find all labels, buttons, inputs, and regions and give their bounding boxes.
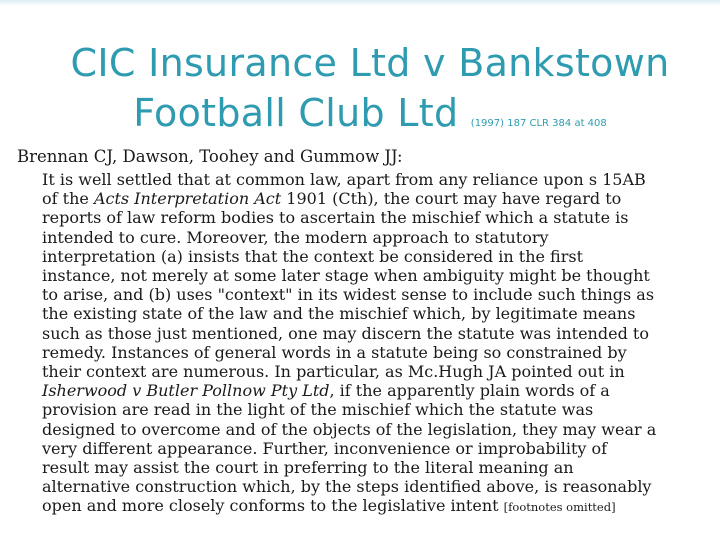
title-line-2 xyxy=(60,88,680,149)
quote-line xyxy=(42,496,702,517)
case-name: Isherwood v Butler Pollnow Pty Ltd xyxy=(42,381,330,401)
judges-heading: Brennan CJ, Dawson, Toohey and Gummow JJ: xyxy=(17,147,403,166)
quote-text: , if the apparently plain words of a xyxy=(329,381,610,401)
quote-line: It is well settled that at common law, apart from any reliance upon s 15AB xyxy=(42,170,646,189)
quote-line: such as those just mentioned, one may discern the statute was intended to xyxy=(42,323,649,343)
quote-line: intended to cure. Moreover, the modern approach to statutory xyxy=(42,227,549,247)
quote-line: result may assist the court in preferring to the literal meaning an xyxy=(42,458,574,478)
slide-title xyxy=(60,38,680,149)
quote-line xyxy=(42,381,702,400)
quote-text: 1901 (Cth), the court may have regard to xyxy=(281,189,622,209)
footnote-note: [footnotes omitted] xyxy=(503,500,616,515)
quote-text: open and more closely conforms to the legislative intent xyxy=(42,496,504,516)
quote-line: their context are numerous. In particular, as Mc.Hugh JA pointed out in xyxy=(42,362,625,382)
case-citation: (1997) 187 CLR 384 at 408 xyxy=(470,118,607,129)
quote-line: the existing state of the law and the mischief which, by legitimate means xyxy=(42,304,636,324)
judgment-quote xyxy=(42,170,702,518)
quote-line: designed to overcome and of the objects of the legislation, they may wear a xyxy=(42,419,657,439)
quote-line: alternative construction which, by the steps identified above, is reasonably xyxy=(42,477,652,497)
quote-line: remedy. Instances of general words in a statute being so constrained by xyxy=(42,342,627,362)
act-name: Acts Interpretation Act xyxy=(93,189,282,209)
quote-line xyxy=(42,189,702,208)
quote-line: to arise, and (b) uses "context" in its widest sense to include such things as xyxy=(42,285,655,305)
quote-line: reports of law reform bodies to ascertain the mischief which a statute is xyxy=(42,208,629,228)
title-line-2-text: Football Club Ltd xyxy=(133,91,459,135)
quote-text: of the xyxy=(42,189,94,209)
quote-line: instance, not merely at some later stage when ambiguity might be thought xyxy=(42,266,650,286)
quote-line: interpretation (a) insists that the context be considered in the first xyxy=(42,246,584,266)
quote-line: very different appearance. Further, inconvenience or improbability of xyxy=(42,438,608,458)
title-line-1: CIC Insurance Ltd v Bankstown xyxy=(70,41,670,85)
quote-line: provision are read in the light of the mischief which the statute was xyxy=(42,400,594,420)
top-accent-bar xyxy=(0,0,720,6)
